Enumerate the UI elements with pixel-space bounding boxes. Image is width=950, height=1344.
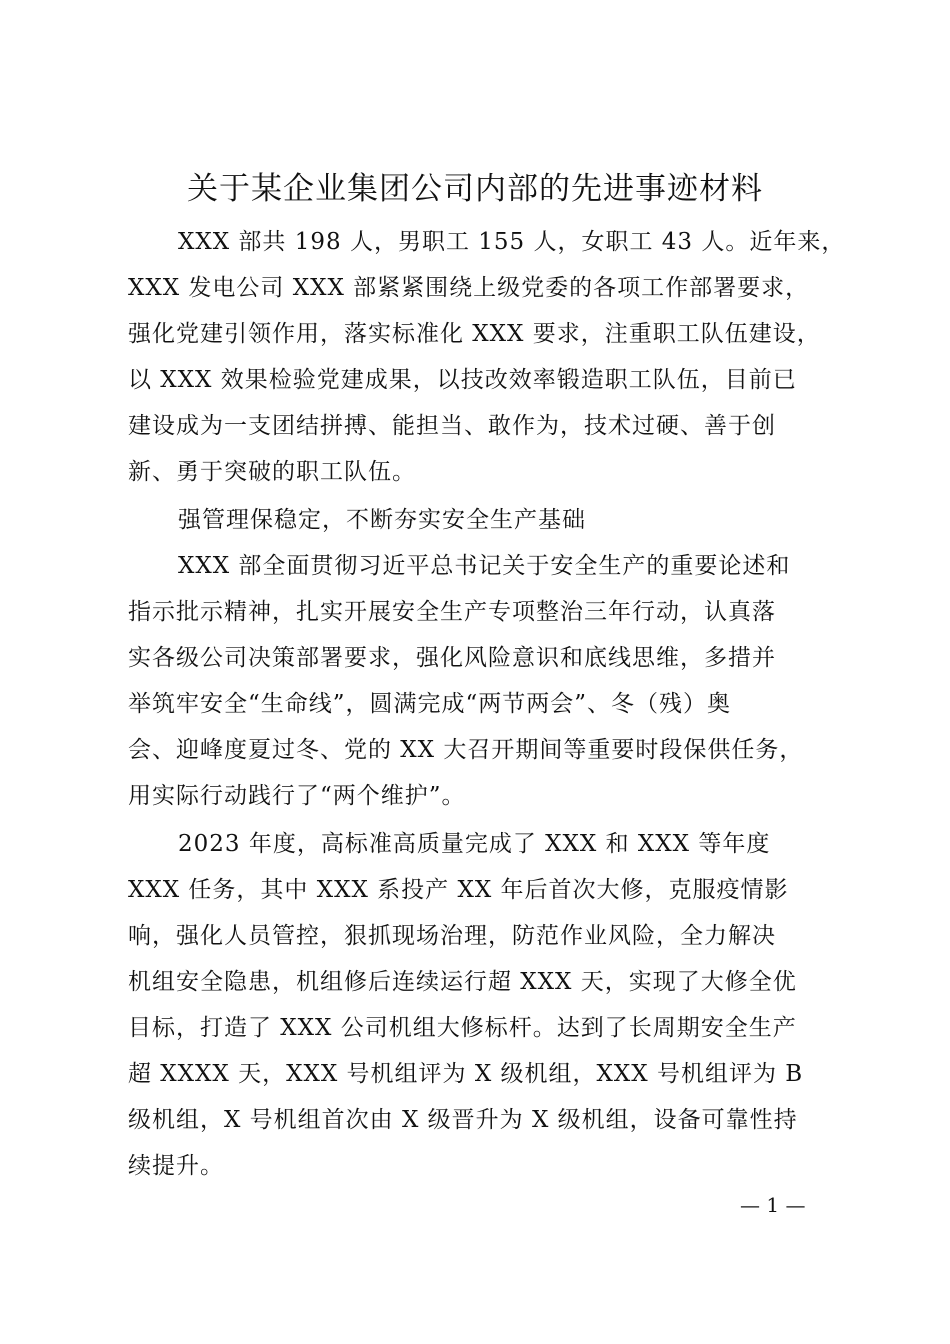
paragraph-line: XXX 部共 198 人，男职工 155 人，女职工 43 人。近年来， [178, 229, 846, 255]
paragraph-line: 机组安全隐患，机组修后连续运行超 XXX 天，实现了大修全优 [128, 969, 797, 995]
paragraph-line: XXX 发电公司 XXX 部紧紧围绕上级党委的各项工作部署要求， [128, 275, 810, 301]
paragraph-line: XXX 任务，其中 XXX 系投产 XX 年后首次大修，克服疫情影 [128, 877, 789, 903]
page-number: — 1 — [740, 1193, 806, 1217]
paragraph-line: 建设成为一支团结拼搏、能担当、敢作为，技术过硬、善于创 [128, 413, 776, 439]
paragraph-line: 举筑牢安全“生命线”，圆满完成“两节两会”、冬（残）奥 [128, 691, 732, 717]
paragraph-line: 响，强化人员管控，狠抓现场治理，防范作业风险，全力解决 [128, 923, 776, 949]
paragraph-line: 指示批示精神，扎实开展安全生产专项整治三年行动，认真落 [128, 599, 776, 625]
document-title: 关于某企业集团公司内部的先进事迹材料 [187, 171, 763, 207]
paragraph-line: 2023 年度，高标准高质量完成了 XXX 和 XXX 等年度 [178, 831, 771, 857]
paragraph-line: 实各级公司决策部署要求，强化风险意识和底线思维，多措并 [128, 645, 776, 671]
paragraph-line: 用实际行动践行了“两个维护”。 [128, 783, 466, 809]
paragraph-line: XXX 部全面贯彻习近平总书记关于安全生产的重要论述和 [178, 553, 791, 579]
paragraph-line: 超 XXXX 天，XXX 号机组评为 X 级机组，XXX 号机组评为 B [128, 1061, 804, 1087]
paragraph-line: 强化党建引领作用，落实标准化 XXX 要求，注重职工队伍建设， [128, 321, 821, 347]
paragraph-line: 以 XXX 效果检验党建成果，以技改效率锻造职工队伍，目前已 [128, 367, 797, 393]
paragraph-line: 目标，打造了 XXX 公司机组大修标杆。达到了长周期安全生产 [128, 1015, 797, 1041]
paragraph-line: 级机组，X 号机组首次由 X 级晋升为 X 级机组，设备可靠性持 [128, 1107, 798, 1133]
paragraph-line: 会、迎峰度夏过冬、党的 XX 大召开期间等重要时段保供任务， [128, 737, 804, 763]
paragraph-line: 新、勇于突破的职工队伍。 [128, 459, 416, 485]
section-heading: 强管理保稳定，不断夯实安全生产基础 [178, 507, 586, 533]
paragraph-line: 续提升。 [128, 1153, 224, 1179]
